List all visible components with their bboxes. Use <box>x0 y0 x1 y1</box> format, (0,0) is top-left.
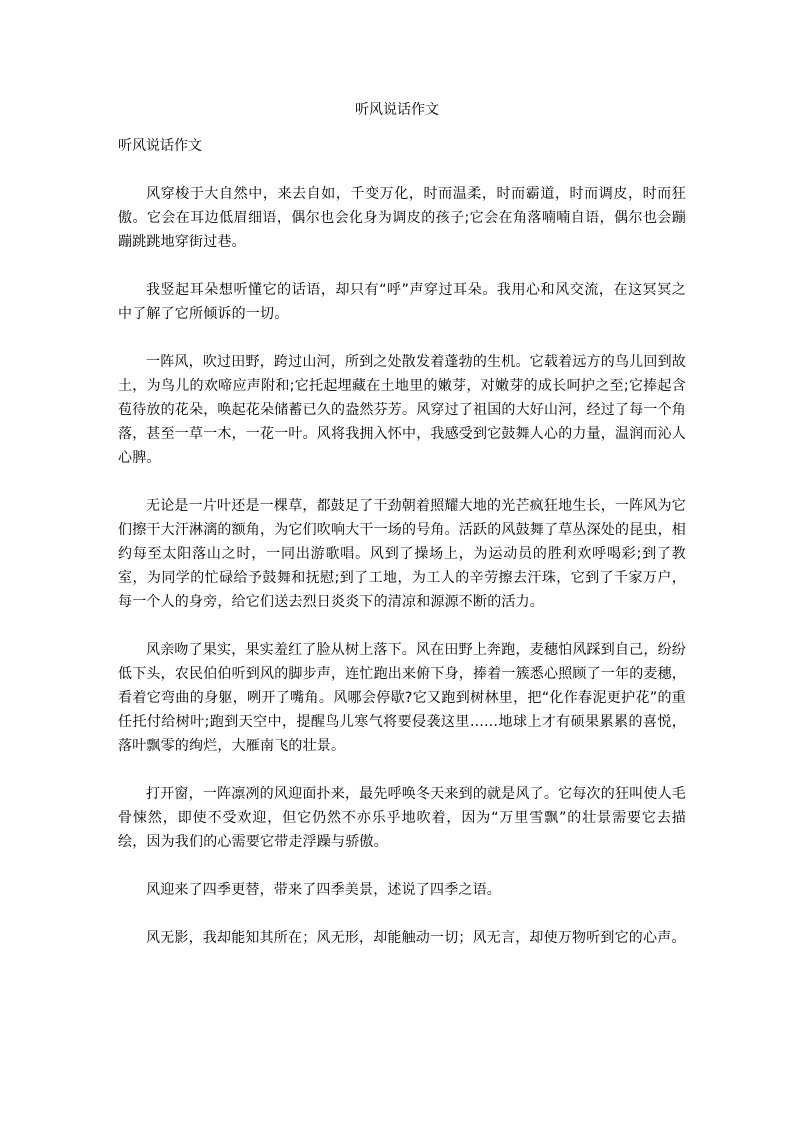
document-body <box>118 134 686 974</box>
paragraph: 无论是一片叶还是一棵草，都鼓足了干劲朝着照耀大地的光芒疯狂地生长，一阵风为它们擦干大汗淋漓的额角，为它们吹响大干一场的号角。活跃的风鼓舞了草丛深处的昆虫，相约每至太阳落山之时，一同出游歌唱。风到了操场上，为运动员的胜利欢呼喝彩;到了教室，为同学的忙碌给予鼓舞和抚慰;到了工地，为工人的辛劳擦去汗珠，它到了千家万户，每一个人的身旁，给它们送去烈日炎炎下的清凉和源源不断的活力。 <box>118 498 686 610</box>
paragraph: 风亲吻了果实，果实羞红了脸从树上落下。风在田野上奔跑，麦穗怕风踩到自己，纷纷低下头，农民伯伯听到风的脚步声，连忙跑出来俯下身，捧着一簇悉心照顾了一年的麦穗，看着它弯曲的身躯，咧开了嘴角。风哪会停歇?它又跑到树林里，把“化作春泥更护花”的重任托付给树叶;跑到天空中，提醒鸟儿寒气将要侵袭这里……地球上才有硕果累累的喜悦，落叶飘零的绚烂，大雁南飞的壮景。 <box>118 642 686 754</box>
document-title: 听风说话作文 <box>355 102 439 118</box>
paragraph: 打开窗，一阵凛冽的风迎面扑来，最先呼唤冬天来到的就是风了。它每次的狂叫使人毛骨悚然，即使不受欢迎，但它仍然不亦乐乎地吹着，因为“万里雪飘”的壮景需要它去描绘，因为我们的心需要它带走浮躁与骄傲。 <box>118 786 686 850</box>
paragraph: 风穿梭于大自然中，来去自如，千变万化，时而温柔，时而霸道，时而调皮，时而狂傲。它会在耳边低眉细语，偶尔也会化身为调皮的孩子;它会在角落喃喃自语，偶尔也会蹦蹦跳跳地穿街过巷。 <box>118 186 686 250</box>
paragraph: 风迎来了四季更替，带来了四季美景，述说了四季之语。 <box>146 882 501 898</box>
paragraph: 风无影，我却能知其所在；风无形，却能触动一切；风无言，却使万物听到它的心声。 <box>146 930 686 946</box>
document-subtitle: 听风说话作文 <box>118 138 202 154</box>
paragraph: 我竖起耳朵想听懂它的话语，却只有“呼”声穿过耳朵。我用心和风交流，在这冥冥之中了解了它所倾诉的一切。 <box>118 282 686 322</box>
paragraph: 一阵风，吹过田野，跨过山河，所到之处散发着蓬勃的生机。它载着远方的鸟儿回到故土，为鸟儿的欢啼应声附和;它托起埋藏在土地里的嫩芽，对嫩芽的成长呵护之至;它捧起含苞待放的花朵，唤起花朵储蓄已久的盎然芬芳。风穿过了祖国的大好山河，经过了每一个角落，甚至一草一木，一花一叶。风将我拥入怀中，我感受到它鼓舞人心的力量，温润而沁人心脾。 <box>118 354 686 466</box>
